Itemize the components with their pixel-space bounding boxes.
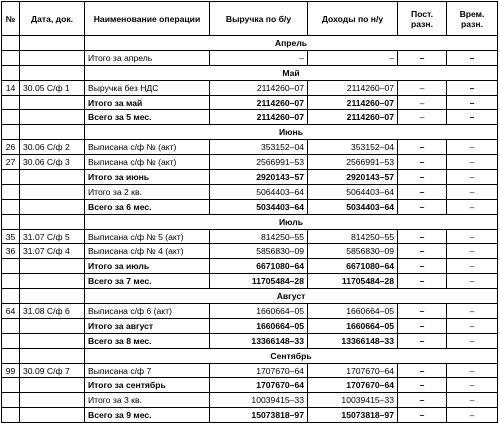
row-temporary-diff: – <box>447 244 498 259</box>
month-num-cell <box>2 125 20 140</box>
table-row <box>2 80 498 95</box>
row-date <box>20 199 85 214</box>
row-income: 5064403–64 <box>308 184 398 199</box>
row-num <box>2 408 20 423</box>
row-operation: Выписана с/ф № 5 (акт) <box>85 229 210 244</box>
row-operation: Выручка без НДС <box>85 80 210 95</box>
row-date: 30.06 С/ф 3 <box>20 155 85 170</box>
row-date: 30.05 С/ф 1 <box>20 80 85 95</box>
row-num <box>2 274 20 289</box>
row-operation: Всего за 6 мес. <box>85 199 210 214</box>
row-permanent-diff: – <box>398 378 447 393</box>
header-revenue: Выручка по б/у <box>210 2 308 36</box>
month-header-row <box>2 348 498 363</box>
row-operation: Итого за май <box>85 95 210 110</box>
row-revenue: 2920143–57 <box>210 170 308 185</box>
row-temporary-diff: – <box>447 229 498 244</box>
row-operation: Выписана с/ф № (акт) <box>85 155 210 170</box>
row-num: 26 <box>2 140 20 155</box>
row-permanent-diff: – <box>398 199 447 214</box>
row-income: 814250–55 <box>308 229 398 244</box>
month-label: Август <box>85 289 498 304</box>
row-temporary-diff: – <box>447 140 498 155</box>
row-revenue: 814250–55 <box>210 229 308 244</box>
row-temporary-diff: – <box>447 304 498 319</box>
row-permanent-diff: – <box>398 184 447 199</box>
row-temporary-diff: – <box>447 95 498 110</box>
row-operation: Всего за 9 мес. <box>85 408 210 423</box>
row-operation: Выписана с/ф 7 <box>85 363 210 378</box>
month-num-cell <box>2 289 20 304</box>
table-row <box>2 95 498 110</box>
table-row <box>2 229 498 244</box>
row-permanent-diff: – <box>398 333 447 348</box>
month-header-row <box>2 214 498 229</box>
row-temporary-diff: – <box>447 363 498 378</box>
month-label: Апрель <box>85 36 498 51</box>
table-row <box>2 333 498 348</box>
row-revenue: 353152–04 <box>210 140 308 155</box>
row-revenue: 2114260–07 <box>210 80 308 95</box>
month-label: Июль <box>85 214 498 229</box>
row-income: 2920143–57 <box>308 170 398 185</box>
header-num: № <box>2 2 20 36</box>
month-num-cell <box>2 65 20 80</box>
row-income: – <box>308 50 398 65</box>
table-row <box>2 408 498 423</box>
table-row <box>2 184 498 199</box>
row-operation: Итого за август <box>85 318 210 333</box>
row-temporary-diff: – <box>447 378 498 393</box>
row-num: 64 <box>2 304 20 319</box>
row-date <box>20 274 85 289</box>
row-operation: Итого за июль <box>85 259 210 274</box>
row-date: 31.07 С/ф 4 <box>20 244 85 259</box>
month-header-row <box>2 125 498 140</box>
row-temporary-diff: – <box>447 50 498 65</box>
row-revenue: 15073818–97 <box>210 408 308 423</box>
month-label: Июнь <box>85 125 498 140</box>
table-row <box>2 274 498 289</box>
row-revenue: 2114260–07 <box>210 95 308 110</box>
row-date: 30.09 С/ф 7 <box>20 363 85 378</box>
row-revenue: 13366148–33 <box>210 333 308 348</box>
row-date <box>20 259 85 274</box>
row-temporary-diff: – <box>447 199 498 214</box>
row-permanent-diff: – <box>398 110 447 125</box>
row-permanent-diff: – <box>398 318 447 333</box>
row-permanent-diff: – <box>398 393 447 408</box>
month-header-row <box>2 36 498 51</box>
row-date <box>20 408 85 423</box>
row-income: 2114260–07 <box>308 95 398 110</box>
row-num <box>2 333 20 348</box>
row-temporary-diff: – <box>447 170 498 185</box>
row-revenue: 11705484–28 <box>210 274 308 289</box>
row-permanent-diff: – <box>398 95 447 110</box>
row-permanent-diff: – <box>398 244 447 259</box>
row-operation: Итого за июнь <box>85 170 210 185</box>
row-temporary-diff: – <box>447 274 498 289</box>
header-income: Доходы по н/у <box>308 2 398 36</box>
row-income: 11705484–28 <box>308 274 398 289</box>
row-permanent-diff: – <box>398 140 447 155</box>
month-num-cell <box>2 348 20 363</box>
row-date: 31.07 С/ф 5 <box>20 229 85 244</box>
month-header-row <box>2 289 498 304</box>
row-temporary-diff: – <box>447 408 498 423</box>
row-permanent-diff: – <box>398 155 447 170</box>
row-temporary-diff: – <box>447 333 498 348</box>
row-income: 1707670–64 <box>308 378 398 393</box>
row-temporary-diff: – <box>447 80 498 95</box>
row-income: 13366148–33 <box>308 333 398 348</box>
month-label: Сентябрь <box>85 348 498 363</box>
row-income: 5856830–09 <box>308 244 398 259</box>
row-num <box>2 170 20 185</box>
row-permanent-diff: – <box>398 170 447 185</box>
row-operation: Итого за 3 кв. <box>85 393 210 408</box>
row-num <box>2 95 20 110</box>
table-row <box>2 259 498 274</box>
row-num <box>2 110 20 125</box>
row-revenue: 6671080–64 <box>210 259 308 274</box>
table-row <box>2 393 498 408</box>
header-row <box>2 2 498 36</box>
row-permanent-diff: – <box>398 274 447 289</box>
row-num <box>2 378 20 393</box>
row-permanent-diff: – <box>398 259 447 274</box>
row-income: 1707670–64 <box>308 363 398 378</box>
row-income: 1660664–05 <box>308 318 398 333</box>
month-date-cell <box>20 289 85 304</box>
table-row <box>2 378 498 393</box>
row-permanent-diff: – <box>398 80 447 95</box>
table-row <box>2 304 498 319</box>
row-revenue: 5034403–64 <box>210 199 308 214</box>
month-date-cell <box>20 125 85 140</box>
month-header-row <box>2 65 498 80</box>
row-operation: Выписана с/ф 6 (акт) <box>85 304 210 319</box>
row-income: 5034403–64 <box>308 199 398 214</box>
row-date <box>20 393 85 408</box>
row-revenue: 1707670–64 <box>210 378 308 393</box>
row-num <box>2 50 20 65</box>
row-operation: Всего за 7 мес. <box>85 274 210 289</box>
row-date: 30.06 С/ф 2 <box>20 140 85 155</box>
row-temporary-diff: – <box>447 184 498 199</box>
row-revenue: 1660664–05 <box>210 318 308 333</box>
row-revenue: 10039415–33 <box>210 393 308 408</box>
row-temporary-diff: – <box>447 155 498 170</box>
table-row <box>2 244 498 259</box>
table-body <box>2 36 498 423</box>
row-operation: Итого за сентябрь <box>85 378 210 393</box>
row-permanent-diff: – <box>398 50 447 65</box>
row-income: 15073818–97 <box>308 408 398 423</box>
row-income: 2114260–07 <box>308 80 398 95</box>
row-num <box>2 318 20 333</box>
row-temporary-diff: – <box>447 259 498 274</box>
row-num: 36 <box>2 244 20 259</box>
row-permanent-diff: – <box>398 408 447 423</box>
header-operation: Наименование операции <box>85 2 210 36</box>
row-income: 2114260–07 <box>308 110 398 125</box>
table-row <box>2 155 498 170</box>
table-row <box>2 170 498 185</box>
row-temporary-diff: – <box>447 393 498 408</box>
row-date <box>20 318 85 333</box>
row-temporary-diff: – <box>447 318 498 333</box>
month-date-cell <box>20 348 85 363</box>
table-row <box>2 140 498 155</box>
header-permanent-diff: Пост. разн. <box>398 2 447 36</box>
row-num <box>2 259 20 274</box>
row-date <box>20 378 85 393</box>
row-num: 14 <box>2 80 20 95</box>
row-date: 31.08 С/ф 6 <box>20 304 85 319</box>
row-operation: Итого за 2 кв. <box>85 184 210 199</box>
row-revenue: 2114260–07 <box>210 110 308 125</box>
table-row <box>2 363 498 378</box>
month-num-cell <box>2 36 20 51</box>
row-temporary-diff: – <box>447 110 498 125</box>
row-operation: Итого за апрель <box>85 50 210 65</box>
row-num <box>2 393 20 408</box>
row-num: 99 <box>2 363 20 378</box>
row-revenue: 5064403–64 <box>210 184 308 199</box>
row-operation: Всего за 8 мес. <box>85 333 210 348</box>
row-income: 1660664–05 <box>308 304 398 319</box>
row-income: 6671080–64 <box>308 259 398 274</box>
row-income: 353152–04 <box>308 140 398 155</box>
row-income: 2566991–53 <box>308 155 398 170</box>
row-revenue: 5856830–09 <box>210 244 308 259</box>
row-date <box>20 95 85 110</box>
row-revenue: – <box>210 50 308 65</box>
row-revenue: 1660664–05 <box>210 304 308 319</box>
revenue-income-table <box>1 1 498 423</box>
row-num: 27 <box>2 155 20 170</box>
month-date-cell <box>20 36 85 51</box>
row-permanent-diff: – <box>398 363 447 378</box>
header-date: Дата, док. <box>20 2 85 36</box>
month-num-cell <box>2 214 20 229</box>
table-row <box>2 318 498 333</box>
table-row <box>2 110 498 125</box>
row-income: 10039415–33 <box>308 393 398 408</box>
row-num: 35 <box>2 229 20 244</box>
row-revenue: 1707670–64 <box>210 363 308 378</box>
row-operation: Выписана с/ф № 4 (акт) <box>85 244 210 259</box>
row-operation: Выписана с/ф № (акт) <box>85 140 210 155</box>
row-permanent-diff: – <box>398 304 447 319</box>
table-row <box>2 199 498 214</box>
row-num <box>2 184 20 199</box>
table-row <box>2 50 498 65</box>
row-date <box>20 170 85 185</box>
month-date-cell <box>20 65 85 80</box>
header-temporary-diff: Врем. разн. <box>447 2 498 36</box>
row-date <box>20 333 85 348</box>
row-revenue: 2566991–53 <box>210 155 308 170</box>
row-operation: Всего за 5 мес. <box>85 110 210 125</box>
row-num <box>2 199 20 214</box>
row-date <box>20 110 85 125</box>
row-date <box>20 50 85 65</box>
row-date <box>20 184 85 199</box>
month-label: Май <box>85 65 498 80</box>
row-permanent-diff: – <box>398 229 447 244</box>
month-date-cell <box>20 214 85 229</box>
